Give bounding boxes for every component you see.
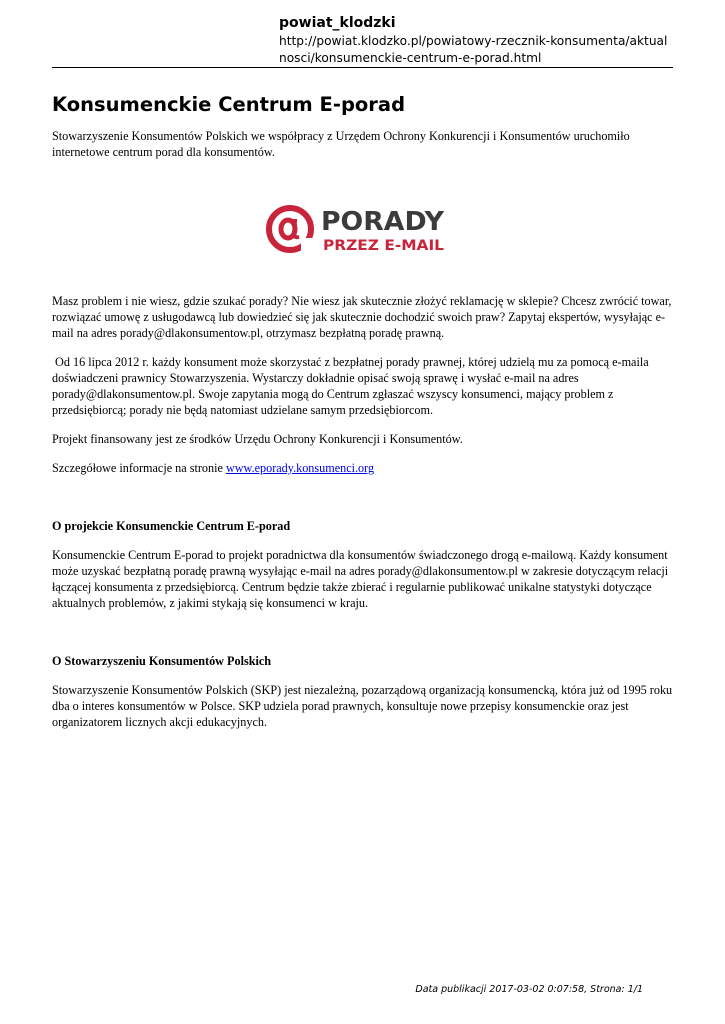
article-body: [52, 128, 677, 730]
site-name: powiat_klodzki: [279, 15, 396, 31]
section-text-project: Konsumenckie Centrum E-porad to projekt poradnictwa dla konsumentów świadczonego drogą e-mailową. Każdy konsument może uzyskać bezpłatną poradę prawną wysyłając e-mail na adres porady@dlakonsumentow.pl w zakresie dotyczącym relacji łączącej konsumenta z przedsiębiorcą. Centrum będzie także zbierać i regularnie publikować unikalne statystyki dotyczące aktualnych problemów, z jakimi stykają się konsumenci w kraju.: [52, 548, 669, 610]
logo-at-gap: [301, 238, 315, 252]
paragraph-more-info: [52, 460, 677, 476]
source-url: [279, 33, 674, 67]
paragraph-problem: Masz problem i nie wiesz, gdzie szukać porady? Nie wiesz jak skutecznie złożyć reklamację w sklepie? Chcesz zwrócić towar, rozwiązać umowę z usługodawcą lub dowiedzieć się jak skutecznie dochodzić swoich praw? Zapytaj ekspertów, wysyłając e-mail na adres porady@dlakonsumentow.pl, otrzymasz bezpłatną poradę prawną.: [52, 294, 672, 340]
source-url-line-2: nosci/konsumenckie-centrum-e-porad.html: [279, 51, 542, 65]
more-info-text: Szczegółowe informacje na stronie: [52, 461, 226, 475]
intro-paragraph: Stowarzyszenie Konsumentów Polskich we współpracy z Urzędem Ochrony Konkurencji i Konsumentów uruchomiło internetowe centrum porad dla konsumentów.: [52, 129, 630, 159]
header-divider: [52, 67, 673, 68]
paragraph-date: Od 16 lipca 2012 r. każdy konsument może skorzystać z bezpłatnej porady prawnej, której udzielą mu za pomocą e-maila doświadczeni prawnicy Stowarzyszenia. Wystarczy dokładnie opisać swoją sprawę i wysłać e-mail na adres porady@dlakonsumentow.pl. Swoje zapytania mogą do Centrum zgłaszać wszyscy konsumenci, mający problem z przedsiębiorcą; porady nie będą natomiast udzielane samym przedsiębiorcom.: [52, 355, 652, 417]
logo-at-inner: [281, 220, 295, 238]
section-text-association: Stowarzyszenie Konsumentów Polskich (SKP) jest niezależną, pozarządową organizacją konsumencką, która już od 1995 roku dba o interes konsumentów w Polsce. SKP udziela porad prawnych, konsultuje nowe przepisy konsumenckie oraz jest organizatorem licznych akcji edukacyjnych.: [52, 683, 673, 729]
source-url-line-1: http://powiat.klodzko.pl/powiatowy-rzecznik-konsumenta/aktual: [279, 34, 668, 48]
page-title: Konsumenckie Centrum E-porad: [52, 93, 406, 116]
section-heading-association: O Stowarzyszeniu Konsumentów Polskich: [52, 654, 272, 668]
porady-logo: [263, 200, 448, 260]
logo-text-porady: PORADY: [321, 207, 446, 237]
logo-text-przez-email: PRZEZ E-MAIL: [323, 238, 445, 254]
publication-footer: Data publikacji 2017-03-02 0:07:58, Strona: 1/1: [415, 984, 643, 995]
section-heading-project: O projekcie Konsumenckie Centrum E-porad: [52, 519, 291, 533]
paragraph-funding: Projekt finansowany jest ze środków Urzędu Ochrony Konkurencji i Konsumentów.: [52, 432, 463, 446]
document-header: [279, 14, 674, 67]
eporady-link[interactable]: www.eporady.konsumenci.org: [225, 461, 375, 475]
